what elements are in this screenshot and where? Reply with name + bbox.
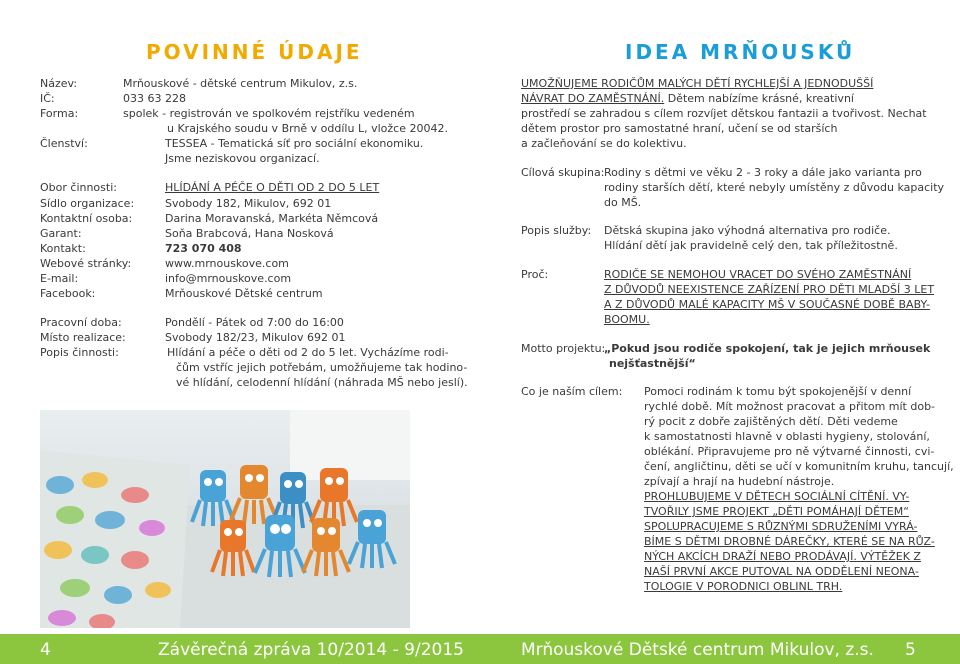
kontaktni-value: Darina Moravanská, Markéta Němcová <box>165 212 379 225</box>
facebook-link[interactable]: Mrňouskové Dětské centrum <box>165 287 323 300</box>
intro-line3: prostředí se zahradou s cílem rozvíjet dětskou fantazii a tvořivost. Nechat <box>521 107 927 120</box>
cil-line5: oblékání. Připravujeme pro ně výtvarné činnosti, cvi- <box>644 445 935 458</box>
cil-line4: k samostatnosti hlavně v oblasti hygieny, stolování, <box>644 430 930 443</box>
footer-organization: Mrňouskové Dětské centrum Mikulov, z.s. <box>521 640 874 660</box>
sluzby-line2: Hlídání dětí jak pravidelně celý den, tak příležitostně. <box>604 239 898 252</box>
sidlo-value: Svobody 182, Mikulov, 692 01 <box>165 197 332 210</box>
proc-line1: RODIČE SE NEMOHOU VRACET DO SVÉHO ZAMĚSTNÁNÍ <box>604 268 912 281</box>
craft-photo-illustration <box>40 410 410 628</box>
kontakt-phone[interactable]: 723 070 408 <box>165 242 242 255</box>
nazev-value: Mrňouskové - dětské centrum Mikulov, z.s. <box>123 77 358 90</box>
misto-value: Svobody 182/23, Mikulov 692 01 <box>165 331 346 344</box>
facebook-label: Facebook: <box>40 287 96 300</box>
sidlo-label: Sídlo organizace: <box>40 197 135 210</box>
proc-line3: A Z DŮVODŮ MALÉ KAPACITY MŠ V SOUČASNÉ DOBĚ BABY- <box>604 298 930 311</box>
nazev-label: Název: <box>40 77 78 90</box>
clenstvi-value-line1: TESSEA - Tematická síť pro sociální ekonomiku. <box>165 137 424 150</box>
craft-photo <box>40 410 410 628</box>
forma-value-line2: u Krajského soudu v Brně v oddílu L, vložce 20042. <box>167 122 448 135</box>
cil-line8: PROHLUBUJEME V DĚTECH SOCIÁLNÍ CÍTĚNÍ. VY- <box>644 490 910 503</box>
misto-label: Místo realizace: <box>40 331 126 344</box>
popis-line2: čům vstříc jejich potřebám, umožňujeme tak hodino- <box>176 361 468 374</box>
intro-line5: a začleňování se do kolektivu. <box>521 137 687 150</box>
cil-line3: rý pocit z dobře zajištěných dětí. Děti vedeme <box>644 415 898 428</box>
intro-line2-text: Dětem nabízíme krásné, kreativní <box>664 92 854 105</box>
cil-line14: TOLOGIE V PORODNICI OBLINL TRH. <box>644 580 843 593</box>
clenstvi-value-line2: Jsme neziskovou organizací. <box>165 152 320 165</box>
garant-value: Soňa Brabcová, Hana Nosková <box>165 227 334 240</box>
right-page-title: IDEA MRŇOUSKŮ <box>625 40 856 64</box>
ic-value: 033 63 228 <box>123 92 186 105</box>
obor-label: Obor činnosti: <box>40 181 117 194</box>
popis-line1: Hlídání a péče o děti od 2 do 5 let. Vycházíme rodi- <box>167 346 449 359</box>
cil-line9: TVOŘILY JSME PROJEKT „DĚTI POMÁHAJÍ DĚTEM“ <box>644 505 909 518</box>
cilova-line1: Rodiny s dětmi ve věku 2 - 3 roky a dále jako varianta pro <box>604 166 922 179</box>
cil-line6: čení, angličtinu, děti se učí v komunitním kruhu, tancují, <box>644 460 954 473</box>
cil-line11: BÍME S DĚTMI DROBNÉ DÁREČKY, KTERÉ SE NA RŮZ- <box>644 535 935 548</box>
cil-label: Co je naším cílem: <box>521 385 623 398</box>
popis-line3: vé hlídání, celodenní hlídání (náhrada MŠ nebo jeslí). <box>176 376 468 389</box>
intro-line4: dětem prostor pro samostatné hraní, učení se od starších <box>521 122 838 135</box>
sluzby-label: Popis služby: <box>521 224 592 237</box>
proc-line2: Z DŮVODŮ NEEXISTENCE ZAŘÍZENÍ PRO DĚTI MLADŠÍ 3 LET <box>604 283 935 296</box>
doba-value: Pondělí - Pátek od 7:00 do 16:00 <box>165 316 344 329</box>
cil-line2: rychlé době. Mít možnost pracovat a přitom mít dob- <box>644 400 936 413</box>
web-link[interactable]: www.mrnouskove.com <box>165 257 289 270</box>
email-link[interactable]: info@mrnouskove.com <box>165 272 292 285</box>
garant-label: Garant: <box>40 227 82 240</box>
kontakt-label: Kontakt: <box>40 242 86 255</box>
popis-label: Popis činnosti: <box>40 346 119 359</box>
footer-report-title: Závěrečná zpráva 10/2014 - 9/2015 <box>158 640 464 660</box>
ic-label: IČ: <box>40 92 55 105</box>
proc-line4: BOOMU. <box>604 313 650 326</box>
kontaktni-label: Kontaktní osoba: <box>40 212 133 225</box>
page-number-left: 4 <box>40 640 51 660</box>
left-page-title: POVINNÉ ÚDAJE <box>146 40 363 64</box>
intro-line1: UMOŽŇUJEME RODIČŮM MALÝCH DĚTÍ RYCHLEJŠÍ A JEDNODUŠŠÍ <box>521 77 874 90</box>
proc-label: Proč: <box>521 268 549 281</box>
cil-line1: Pomoci rodinám k tomu být spokojenější v denní <box>644 385 912 398</box>
doba-label: Pracovní doba: <box>40 316 122 329</box>
footer-bar <box>0 634 960 664</box>
page-number-right: 5 <box>905 640 916 660</box>
clenstvi-label: Členství: <box>40 137 88 150</box>
cilova-label: Cílová skupina: <box>521 166 605 179</box>
forma-value-line1: spolek - registrován ve spolkovém rejstříku vedeném <box>123 107 415 120</box>
cil-line10: SPOLUPRACUJEME S RŮZNÝMI SDRUŽENÍMI VYRÁ- <box>644 520 918 533</box>
motto-line1: „Pokud jsou rodiče spokojení, tak je jejich mrňousek <box>604 342 931 355</box>
sluzby-line1: Dětská skupina jako výhodná alternativa pro rodiče. <box>604 224 891 237</box>
motto-label: Motto projektu: <box>521 342 606 355</box>
intro-line2-underlined: NÁVRAT DO ZAMĚSTNÁNÍ. <box>521 92 665 105</box>
intro-line2 <box>521 91 854 106</box>
web-label: Webové stránky: <box>40 257 132 270</box>
obor-value: HLÍDÁNÍ A PÉČE O DĚTI OD 2 DO 5 LET <box>165 181 380 194</box>
motto-line2: nejšťastnější“ <box>609 357 696 370</box>
email-label: E-mail: <box>40 272 79 285</box>
cil-line7: zpívají a hrají na hudební nástroje. <box>644 475 835 488</box>
cil-line12: NÝCH AKCÍCH DRAŽÍ NEBO PRODÁVAJÍ. VÝTĚŽEK Z <box>644 550 921 563</box>
cilova-line2: rodiny starších dětí, které nebyly umístěny z důvodu kapacity <box>604 181 945 194</box>
cil-line13: NAŠÍ PRVNÍ AKCE PUTOVAL NA ODDĚLENÍ NEONA- <box>644 565 919 578</box>
cilova-line3: do MŠ. <box>604 196 642 209</box>
forma-label: Forma: <box>40 107 79 120</box>
